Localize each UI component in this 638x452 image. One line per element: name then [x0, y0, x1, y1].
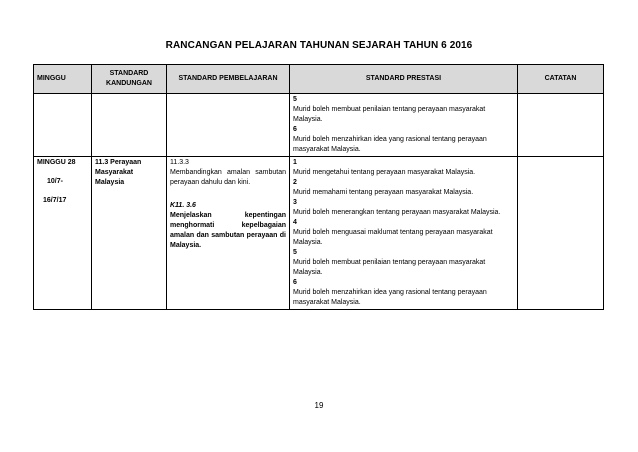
header-standard-kandungan: STANDARD KANDUNGAN — [92, 65, 167, 94]
pembelajaran-text: Membandingkan amalan sambutan perayaan dahulu dan kini. — [170, 169, 286, 186]
header-catatan: CATATAN — [518, 65, 604, 94]
prestasi-level: 6 — [293, 279, 297, 286]
prestasi-level: 2 — [293, 179, 297, 186]
table-row — [34, 94, 604, 157]
cell-minggu — [34, 157, 92, 310]
cell-catatan — [518, 157, 604, 310]
cell-prestasi — [290, 94, 518, 157]
prestasi-text: Murid boleh menzahirkan idea yang rasional tentang perayaan masyarakat Malaysia. — [293, 289, 487, 306]
table-row — [34, 157, 604, 310]
cell-minggu — [34, 94, 92, 157]
date-start: 10/7- — [47, 178, 63, 185]
cell-kandungan — [92, 94, 167, 157]
standard-kandungan-text: 11.3 Perayaan Masyarakat Malaysia — [95, 159, 142, 186]
cell-kandungan — [92, 157, 167, 310]
prestasi-level: 4 — [293, 219, 297, 226]
header-minggu: MINGGU — [34, 65, 92, 94]
prestasi-text: Murid memahami tentang perayaan masyarakat Malaysia. — [293, 189, 474, 196]
prestasi-level: 3 — [293, 199, 297, 206]
date-end: 16/7/17 — [43, 197, 67, 204]
prestasi-level: 6 — [293, 126, 297, 133]
prestasi-text: Murid boleh membuat penilaian tentang perayaan masyarakat Malaysia. — [293, 259, 486, 276]
prestasi-text: Murid mengetahui tentang perayaan masyarakat Malaysia. — [293, 169, 476, 176]
document-title: RANCANGAN PELAJARAN TAHUNAN SEJARAH TAHUN 6 2016 — [165, 40, 473, 51]
cell-catatan — [518, 94, 604, 157]
prestasi-text: Murid boleh menzahirkan idea yang rasional tentang perayaan masyarakat Malaysia. — [293, 136, 487, 153]
header-standard-pembelajaran: STANDARD PEMBELAJARAN — [167, 65, 290, 94]
prestasi-text: Murid boleh membuat penilaian tentang perayaan masyarakat Malaysia. — [293, 106, 486, 123]
prestasi-level: 5 — [293, 96, 297, 103]
lesson-plan-table — [33, 64, 604, 310]
prestasi-level: 5 — [293, 249, 297, 256]
pembelajaran-code: 11.3.3 — [170, 159, 189, 166]
week-label: MINGGU 28 — [37, 159, 76, 166]
table-header-row — [34, 65, 604, 94]
k-code: K11. 3.6 — [170, 202, 196, 209]
page-number: 19 — [314, 401, 324, 410]
prestasi-text: Murid boleh menerangkan tentang perayaan masyarakat Malaysia. — [293, 209, 501, 216]
k-text: Menjelaskan kepentingan menghormati kepelbagaian amalan dan sambutan perayaan di Malaysia. — [170, 212, 286, 249]
cell-pembelajaran — [167, 94, 290, 157]
header-standard-prestasi: STANDARD PRESTASI — [290, 65, 518, 94]
cell-pembelajaran — [167, 157, 290, 310]
cell-prestasi — [290, 157, 518, 310]
prestasi-level: 1 — [293, 159, 297, 166]
prestasi-text: Murid boleh menguasai maklumat tentang perayaan masyarakat Malaysia. — [293, 229, 493, 246]
